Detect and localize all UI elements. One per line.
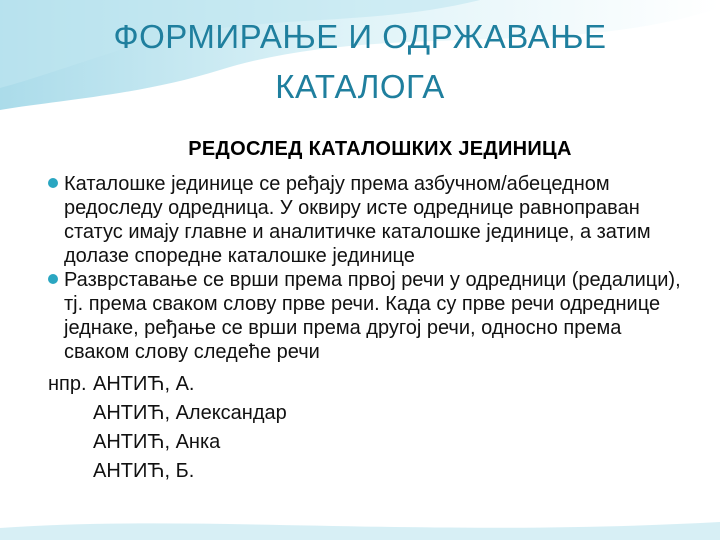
example-entry-4: АНТИЋ, Б.	[93, 460, 195, 482]
example-entry-3: АНТИЋ, Анка	[93, 431, 221, 453]
text-line: редоследу одредница. У оквиру исте одреднице равноправан	[64, 197, 640, 219]
section-subtitle: РЕДОСЛЕД КАТАЛОШКИХ ЈЕДИНИЦА	[188, 138, 572, 160]
bullet-dot-icon	[48, 178, 58, 188]
title-line-1: ФОРМИРАЊЕ И ОДРЖАВАЊЕ	[113, 18, 607, 55]
example-entry-2: АНТИЋ, Александар	[93, 402, 287, 424]
slide-title	[60, 12, 660, 112]
text-line: Разврставање се врши према првој речи у одредници (редалици),	[64, 269, 681, 291]
bottom-wave-decoration	[0, 500, 720, 540]
title-line-2: КАТАЛОГА	[275, 68, 445, 105]
text-line: статус имају главне и аналитичке каталошке јединице, а затим	[64, 221, 651, 243]
text-line: тј. према сваком слову прве речи. Када су прве речи одреднице	[64, 293, 661, 315]
text-line: једнаке, ређање се врши према другој речи, односно према	[64, 317, 622, 339]
text-line: долазе споредне каталошке јединице	[64, 245, 415, 267]
bullet-item-1	[48, 172, 708, 268]
example-entry-1: АНТИЋ, А.	[93, 373, 195, 395]
text-line: Каталошке јединице се ређају према азбучном/абецедном	[64, 173, 610, 195]
text-line: сваком слову следеће речи	[64, 341, 320, 363]
example-prefix: нпр.	[48, 373, 87, 395]
bullet-dot-icon	[48, 274, 58, 284]
bullet-item-2	[48, 268, 708, 364]
